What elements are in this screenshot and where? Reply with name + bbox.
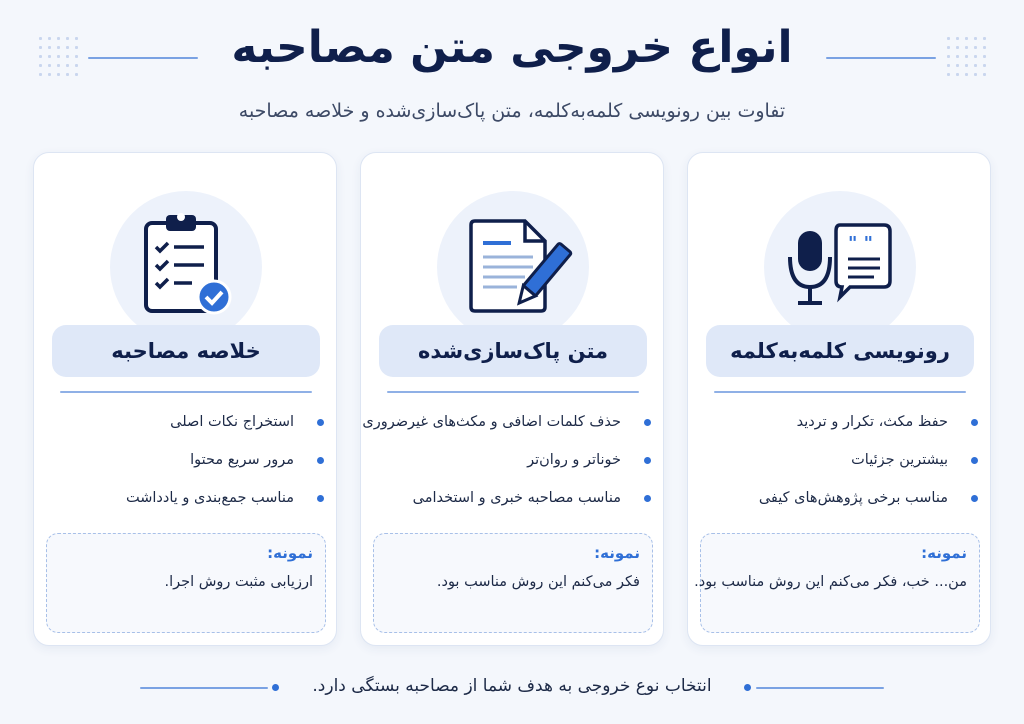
list-item: مناسب مصاحبه خبری و استخدامی (375, 485, 651, 523)
list-item: بیشترین جزئیات (702, 447, 978, 485)
sample-text: فکر می‌کنم این روش مناسب بود. (436, 574, 640, 590)
feature-list (48, 409, 324, 523)
microphone-quote-icon (764, 191, 916, 343)
card-summary (33, 152, 337, 646)
card-verbatim (687, 152, 991, 646)
list-item: خوناتر و روان‌تر (375, 447, 651, 485)
feature-list (362, 409, 651, 523)
sample-label: نمونه: (594, 544, 640, 562)
card-divider (387, 391, 639, 393)
list-item: حفظ مکث، تکرار و تردید (702, 409, 978, 447)
list-item: استخراج نکات اصلی (48, 409, 324, 447)
sample-box (694, 533, 980, 633)
page-subtitle: تفاوت بین رونویسی کلمه‌به‌کلمه، متن پاک‌سازی‌شده و خلاصه مصاحبه (238, 100, 786, 122)
list-item: مناسب برخی پژوهش‌های کیفی (702, 485, 978, 523)
card-title: خلاصه مصاحبه (52, 325, 320, 377)
document-pencil-icon (437, 191, 589, 343)
list-item: حذف کلمات اضافی و مکث‌های غیرضروری (375, 409, 651, 447)
footer-dot-right (744, 684, 751, 691)
sample-text: ارزیابی مثبت روش اجرا. (164, 574, 313, 590)
clipboard-check-icon (110, 191, 262, 343)
list-item: مناسب جمع‌بندی و یادداشت (48, 485, 324, 523)
sample-box (373, 533, 653, 633)
sample-text: من... خب، فکر می‌کنم این روش مناسب بود. (694, 574, 967, 590)
sample-label: نمونه: (921, 544, 967, 562)
card-cleaned (360, 152, 664, 646)
card-title: رونویسی کلمه‌به‌کلمه (706, 325, 974, 377)
card-divider (60, 391, 312, 393)
footer-line-right (756, 687, 884, 689)
card-title: متن پاک‌سازی‌شده (379, 325, 647, 377)
card-divider (714, 391, 966, 393)
footer-note: انتخاب نوع خروجی به هدف شما از مصاحبه بستگی دارد. (312, 676, 712, 696)
svg-text:" ": " " (848, 233, 874, 254)
page-title: انواع خروجی متن مصاحبه (231, 22, 793, 73)
sample-box (46, 533, 326, 633)
feature-list (702, 409, 978, 523)
sample-label: نمونه: (267, 544, 313, 562)
list-item: مرور سریع محتوا (48, 447, 324, 485)
